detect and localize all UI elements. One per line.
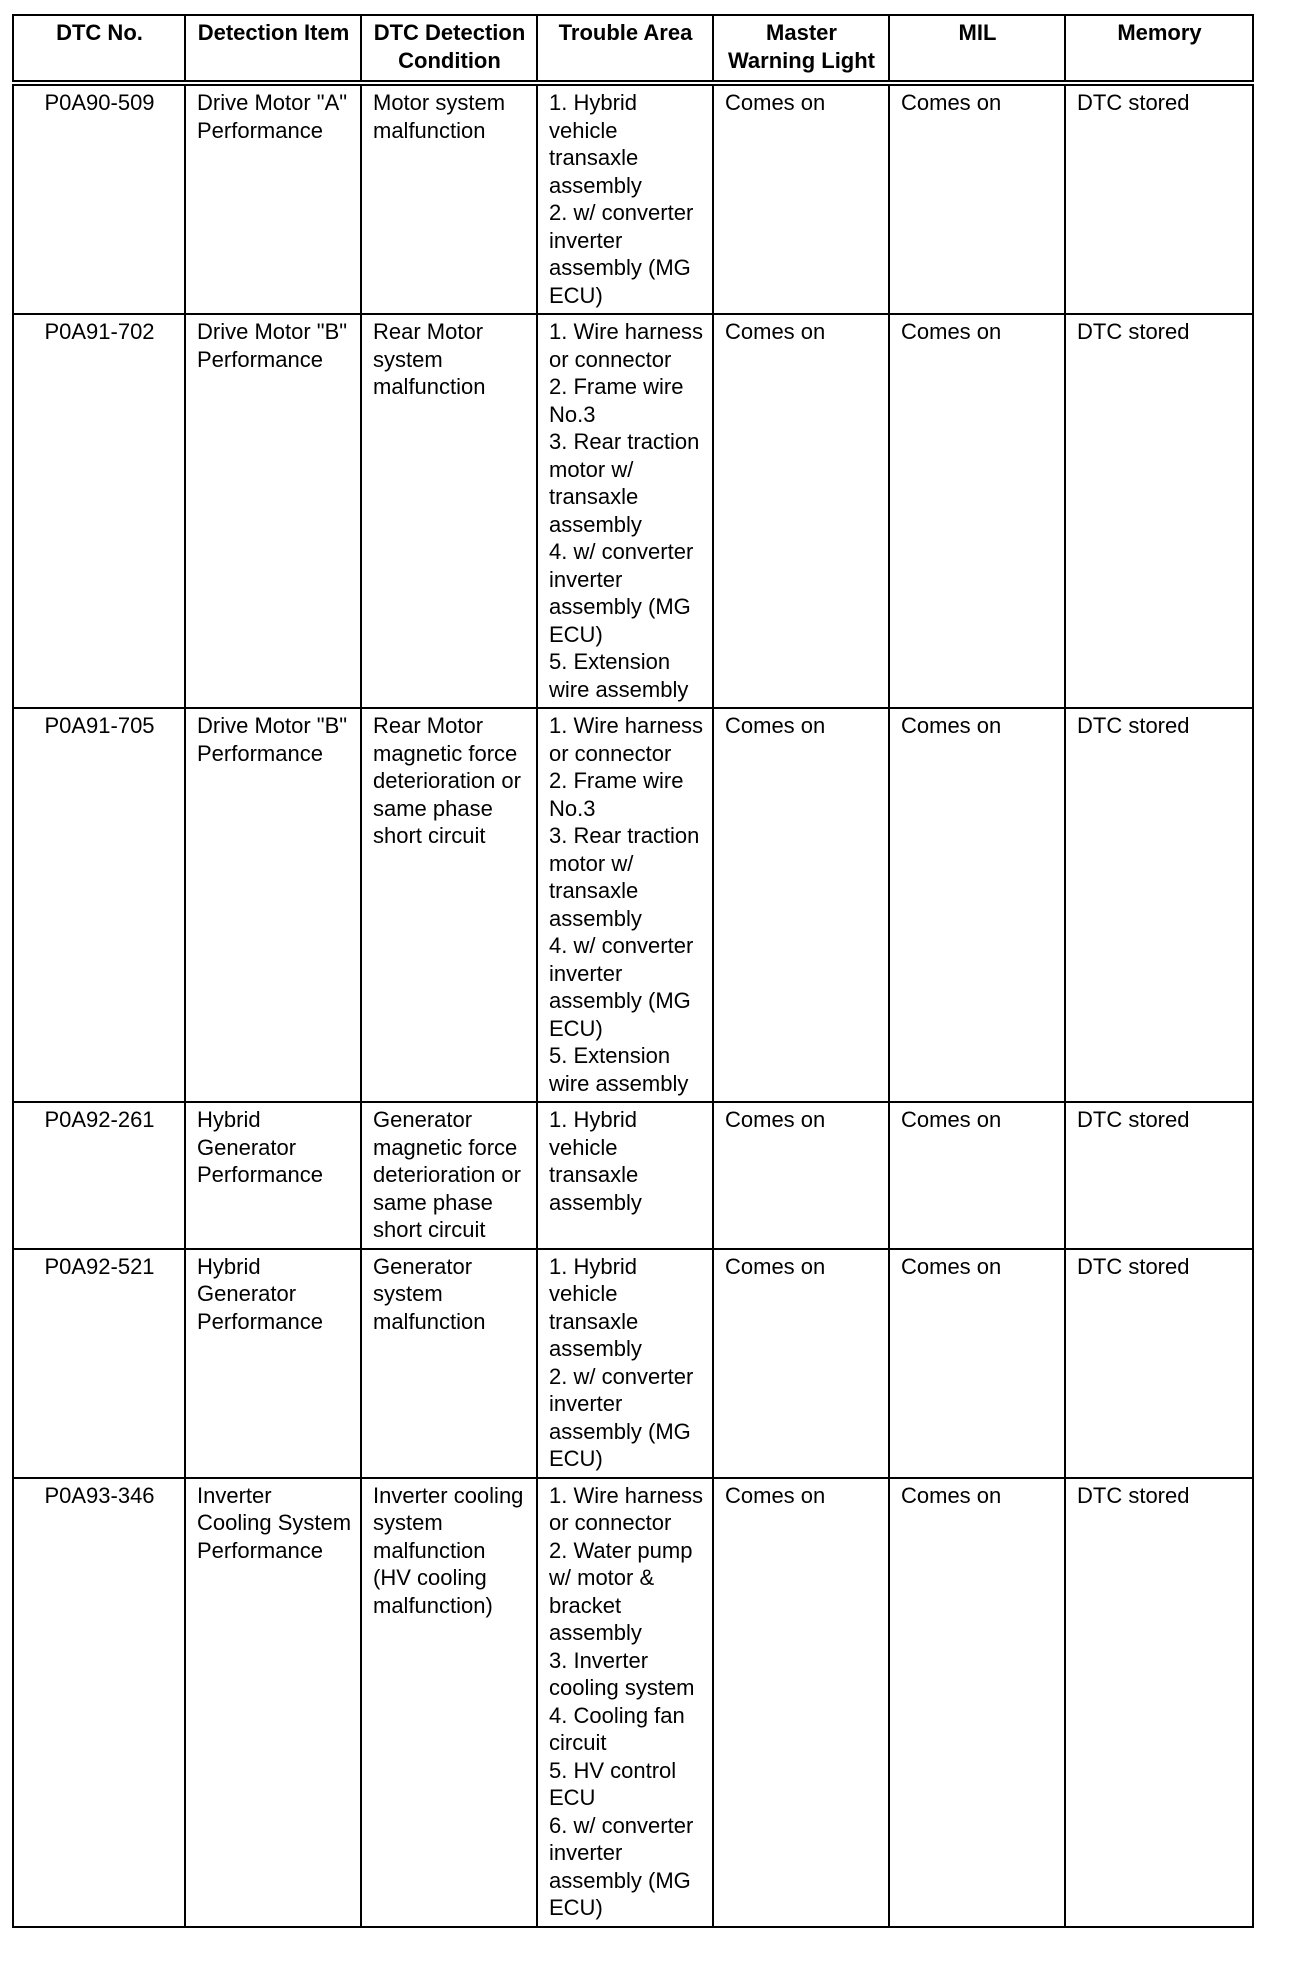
cell-line: Hybrid xyxy=(197,1253,261,1279)
dtc-number-cell: P0A91-702 xyxy=(13,314,185,708)
trouble-area-cell xyxy=(537,1478,713,1927)
cell-line: Performance xyxy=(197,346,323,372)
cell-line: vehicle xyxy=(549,1134,618,1160)
dtc-table xyxy=(12,14,1254,1928)
cell-line: short circuit xyxy=(373,1217,486,1242)
header-dtc-no xyxy=(13,15,185,83)
detection-condition-cell xyxy=(361,1102,537,1249)
cell-line: inverter xyxy=(549,1391,623,1416)
cell-line: 5. Extension xyxy=(549,1043,671,1068)
cell-line: Performance xyxy=(197,740,323,766)
cell-line: DTC Detection xyxy=(373,20,526,45)
header-memory xyxy=(1065,15,1253,83)
cell-line: Generator xyxy=(373,1253,473,1279)
header-trouble-area xyxy=(537,15,713,83)
cell-line: Cooling System xyxy=(197,1510,352,1535)
cell-line: 4. w/ converter xyxy=(549,539,694,564)
cell-line: inverter xyxy=(549,960,623,986)
cell-line: transaxle xyxy=(549,1162,639,1187)
dtc-number-cell: P0A91-705 xyxy=(13,708,185,1102)
cell-line: 4. Cooling fan xyxy=(549,1702,685,1728)
cell-line: ECU) xyxy=(549,621,603,647)
cell-line: or connector xyxy=(549,346,672,372)
detection-condition-cell xyxy=(361,1478,537,1927)
cell-line: ECU) xyxy=(549,282,603,308)
cell-line: transaxle xyxy=(549,145,639,170)
cell-line: malfunction) xyxy=(373,1592,493,1618)
mil-cell: Comes on xyxy=(889,1478,1065,1927)
cell-line: vehicle xyxy=(549,1281,618,1306)
cell-line: 4. w/ converter xyxy=(549,933,694,958)
cell-line: Generator xyxy=(197,1281,297,1306)
cell-line: assembly xyxy=(549,1336,642,1361)
table-row xyxy=(13,1102,1253,1249)
cell-line: malfunction xyxy=(373,117,486,143)
cell-line: Inverter cooling xyxy=(373,1482,524,1508)
cell-line: Condition xyxy=(398,47,501,73)
dtc-number-cell: P0A90-509 xyxy=(13,83,185,314)
cell-line: deterioration or xyxy=(373,1162,521,1187)
detection-item-cell xyxy=(185,708,361,1102)
table-row xyxy=(13,314,1253,708)
cell-line: assembly xyxy=(549,1189,642,1215)
cell-line: Motor system xyxy=(373,90,506,115)
cell-line: Performance xyxy=(197,1308,323,1334)
cell-line: Inverter xyxy=(197,1482,272,1508)
cell-line: ECU) xyxy=(549,1015,603,1041)
master-warning-light-cell: Comes on xyxy=(713,1102,889,1249)
cell-line: Memory xyxy=(1117,20,1202,45)
cell-line: assembly xyxy=(549,172,642,198)
detection-condition-cell xyxy=(361,83,537,314)
header-mil xyxy=(889,15,1065,83)
detection-condition-cell xyxy=(361,1249,537,1478)
cell-line: DTC No. xyxy=(56,20,143,45)
cell-line: short circuit xyxy=(373,823,486,848)
header-detection-condition xyxy=(361,15,537,83)
cell-line: Performance xyxy=(197,1537,323,1563)
cell-line: assembly (MG xyxy=(549,988,691,1013)
master-warning-light-cell: Comes on xyxy=(713,1249,889,1478)
memory-cell: DTC stored xyxy=(1065,314,1253,708)
table-body xyxy=(13,83,1253,1927)
cell-line: ECU) xyxy=(549,1446,603,1471)
table-row xyxy=(13,1249,1253,1478)
header-detection-item xyxy=(185,15,361,83)
cell-line: 1. Wire harness xyxy=(549,319,704,344)
cell-line: system xyxy=(373,346,443,372)
trouble-area-cell xyxy=(537,83,713,314)
cell-line: assembly (MG xyxy=(549,255,691,280)
cell-line: vehicle xyxy=(549,117,618,143)
memory-cell: DTC stored xyxy=(1065,1102,1253,1249)
detection-item-cell xyxy=(185,83,361,314)
cell-line: (HV cooling xyxy=(373,1565,487,1590)
cell-line: or connector xyxy=(549,740,672,766)
cell-line: Drive Motor "B" xyxy=(197,319,348,344)
cell-line: magnetic force xyxy=(373,740,518,766)
cell-line: No.3 xyxy=(549,401,596,427)
cell-line: inverter xyxy=(549,566,623,592)
cell-line: ECU) xyxy=(549,1895,603,1920)
header-master-warning-light xyxy=(713,15,889,83)
dtc-number-cell: P0A92-521 xyxy=(13,1249,185,1478)
cell-line: assembly (MG xyxy=(549,1867,691,1893)
cell-line: 1. Wire harness xyxy=(549,713,704,738)
cell-line: 1. Hybrid xyxy=(549,1107,638,1132)
cell-line: Generator xyxy=(373,1107,473,1132)
cell-line: 3. Rear traction xyxy=(549,823,700,848)
cell-line: wire assembly xyxy=(549,1070,689,1096)
cell-line: Rear Motor xyxy=(373,319,484,344)
cell-line: 3. Inverter xyxy=(549,1647,649,1673)
cell-line: inverter xyxy=(549,1840,623,1865)
detection-item-cell xyxy=(185,314,361,708)
cell-line: 2. w/ converter xyxy=(549,200,694,225)
table-row xyxy=(13,708,1253,1102)
master-warning-light-cell: Comes on xyxy=(713,83,889,314)
cell-line: transaxle xyxy=(549,1308,639,1334)
mil-cell: Comes on xyxy=(889,708,1065,1102)
cell-line: system xyxy=(373,1281,443,1306)
cell-line: assembly xyxy=(549,1620,642,1645)
cell-line: bracket xyxy=(549,1592,622,1618)
detection-condition-cell xyxy=(361,314,537,708)
cell-line: Trouble Area xyxy=(558,20,693,45)
trouble-area-cell xyxy=(537,708,713,1102)
cell-line: or connector xyxy=(549,1510,672,1535)
cell-line: Drive Motor "A" xyxy=(197,90,348,115)
cell-line: No.3 xyxy=(549,795,596,821)
cell-line: 1. Wire harness xyxy=(549,1482,704,1508)
cell-line: circuit xyxy=(549,1730,607,1755)
cell-line: w/ motor & xyxy=(549,1565,655,1590)
cell-line: inverter xyxy=(549,227,623,253)
master-warning-light-cell: Comes on xyxy=(713,1478,889,1927)
cell-line: 5. HV control xyxy=(549,1757,677,1783)
cell-line: wire assembly xyxy=(549,676,689,702)
cell-line: Detection Item xyxy=(197,20,350,45)
cell-line: motor w/ xyxy=(549,850,634,876)
table-header xyxy=(13,15,1253,83)
cell-line: assembly (MG xyxy=(549,594,691,619)
cell-line: 3. Rear traction xyxy=(549,429,700,454)
cell-line: assembly xyxy=(549,905,642,931)
cell-line: 2. Frame wire xyxy=(549,374,684,399)
cell-line: MIL xyxy=(958,20,997,45)
cell-line: Rear Motor xyxy=(373,713,484,738)
memory-cell: DTC stored xyxy=(1065,708,1253,1102)
cell-line: system xyxy=(373,1510,443,1535)
cell-line: Master xyxy=(766,20,837,45)
cell-line: same phase xyxy=(373,1189,493,1215)
detection-item-cell xyxy=(185,1102,361,1249)
memory-cell: DTC stored xyxy=(1065,1478,1253,1927)
cell-line: Generator xyxy=(197,1134,297,1160)
dtc-number-cell: P0A93-346 xyxy=(13,1478,185,1927)
cell-line: assembly (MG xyxy=(549,1418,691,1444)
memory-cell: DTC stored xyxy=(1065,83,1253,314)
dtc-number-cell: P0A92-261 xyxy=(13,1102,185,1249)
cell-line: magnetic force xyxy=(373,1134,518,1160)
cell-line: Warning Light xyxy=(727,47,876,73)
cell-line: same phase xyxy=(373,795,493,821)
cell-line: malfunction xyxy=(373,374,486,399)
detection-item-cell xyxy=(185,1478,361,1927)
cell-line: ECU xyxy=(549,1785,596,1810)
cell-line: malfunction xyxy=(373,1537,486,1563)
cell-line: 2. w/ converter xyxy=(549,1363,694,1389)
trouble-area-cell xyxy=(537,314,713,708)
master-warning-light-cell: Comes on xyxy=(713,708,889,1102)
master-warning-light-cell: Comes on xyxy=(713,314,889,708)
detection-item-cell xyxy=(185,1249,361,1478)
cell-line: malfunction xyxy=(373,1308,486,1334)
table-row xyxy=(13,1478,1253,1927)
cell-line: 2. Frame wire xyxy=(549,768,684,793)
mil-cell: Comes on xyxy=(889,1102,1065,1249)
mil-cell: Comes on xyxy=(889,314,1065,708)
cell-line: Drive Motor "B" xyxy=(197,713,348,738)
detection-condition-cell xyxy=(361,708,537,1102)
cell-line: 1. Hybrid xyxy=(549,90,638,115)
cell-line: motor w/ xyxy=(549,456,634,482)
trouble-area-cell xyxy=(537,1102,713,1249)
cell-line: Performance xyxy=(197,117,323,143)
header-row xyxy=(13,15,1253,83)
cell-line: deterioration or xyxy=(373,768,521,793)
cell-line: 2. Water pump xyxy=(549,1537,693,1563)
cell-line: Hybrid xyxy=(197,1107,261,1132)
cell-line: assembly xyxy=(549,511,642,537)
cell-line: 1. Hybrid xyxy=(549,1253,638,1279)
cell-line: Performance xyxy=(197,1162,323,1187)
mil-cell: Comes on xyxy=(889,1249,1065,1478)
trouble-area-cell xyxy=(537,1249,713,1478)
table-row xyxy=(13,83,1253,314)
cell-line: transaxle xyxy=(549,878,639,903)
memory-cell: DTC stored xyxy=(1065,1249,1253,1478)
cell-line: 6. w/ converter xyxy=(549,1812,694,1838)
cell-line: transaxle xyxy=(549,484,639,509)
mil-cell: Comes on xyxy=(889,83,1065,314)
cell-line: cooling system xyxy=(549,1675,695,1700)
cell-line: 5. Extension xyxy=(549,649,671,674)
